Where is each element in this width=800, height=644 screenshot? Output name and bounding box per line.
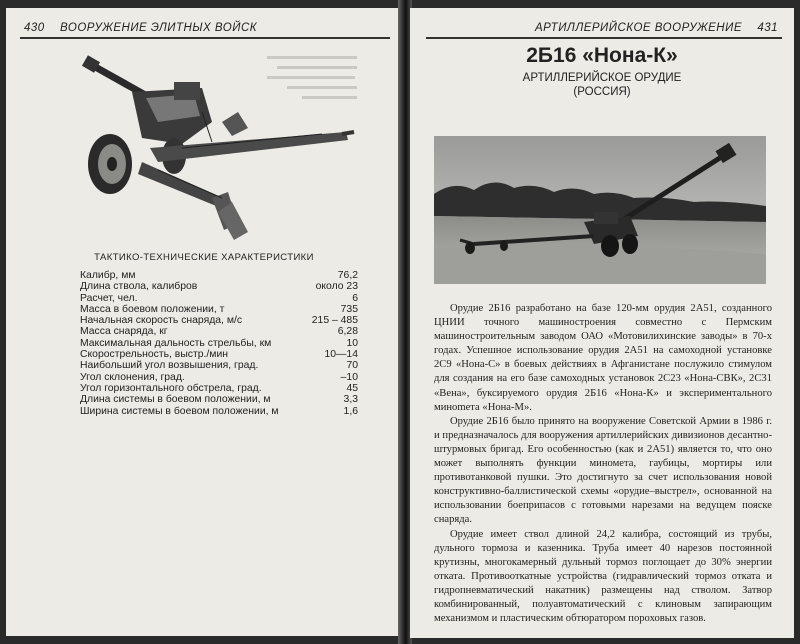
spec-label: Калибр, мм: [80, 270, 136, 281]
spec-value: 215 – 485: [311, 315, 358, 327]
spec-row: [80, 372, 358, 383]
spec-value: 76,2: [337, 270, 358, 281]
article-heading: 2Б16 «Нона-К»: [526, 44, 678, 67]
spec-label: Масса снаряда, кг: [80, 326, 168, 338]
header-rule-right: [426, 37, 782, 39]
page-number-right: 431: [757, 22, 778, 34]
running-title-left: ВООРУЖЕНИЕ ЭЛИТНЫХ ВОЙСК: [60, 22, 258, 34]
spec-row: [80, 281, 358, 292]
spec-value: 45: [346, 382, 358, 394]
spec-row: [80, 326, 358, 337]
spec-value: 3,3: [343, 394, 358, 406]
article-body: [434, 302, 772, 626]
article-country: (РОССИЯ): [573, 86, 631, 98]
spec-row: [80, 383, 358, 394]
spec-value: 6,28: [337, 326, 358, 338]
spec-row: [80, 394, 358, 405]
left-page: [6, 8, 402, 636]
spec-label: Наибольший угол возвышения, град.: [80, 360, 259, 372]
page-number-left: 430: [24, 22, 45, 34]
spec-value: 10—14: [324, 349, 358, 361]
spec-row: [80, 406, 358, 417]
spec-label: Угол склонения, град.: [80, 371, 185, 383]
spec-row: [80, 293, 358, 304]
spec-label: Угол горизонтального обстрела, град.: [80, 382, 262, 394]
spec-label: Расчет, чел.: [80, 292, 138, 304]
spec-row: [80, 270, 358, 281]
specs-title: ТАКТИКО-ТЕХНИЧЕСКИЕ ХАРАКТЕРИСТИКИ: [94, 252, 314, 263]
spec-row: [80, 304, 358, 315]
spec-row: [80, 360, 358, 371]
spec-label: Масса в боевом положении, т: [80, 303, 225, 315]
spec-row: [80, 315, 358, 326]
spec-value: –10: [340, 371, 358, 383]
spec-value: 1,6: [343, 405, 358, 417]
specs-table: [80, 270, 358, 417]
gun-photo: [434, 136, 766, 284]
spec-row: [80, 349, 358, 360]
spec-label: Ширина системы в боевом положении, м: [80, 405, 279, 417]
spec-label: Длина ствола, калибров: [80, 281, 198, 293]
spec-value: 70: [346, 360, 358, 372]
running-title-right: АРТИЛЛЕРИЙСКОЕ ВООРУЖЕНИЕ: [534, 22, 742, 34]
article-subheading: АРТИЛЛЕРИЙСКОЕ ОРУДИЕ: [522, 72, 682, 84]
body-paragraph: Орудие имеет ствол длиной 24,2 калибра, состоящий из трубы, дульного тормоза и казенника. Труба имеет 40 нарезов постоянной крутизны, многокамерный дульный тормоз поглощает до 30% энергии отката. Противооткатные устройства (гидравлический тормоз отката и гидропневматический накатник) размещены над стволом. Затвор комбинированный, полуавтоматический с клиновым запирающим механизмом и пластическим обтюратором пороховых газов.: [434, 528, 772, 625]
spec-label: Скорострельность, выстр./мин: [80, 349, 228, 361]
spec-row: [80, 338, 358, 349]
right-page: [410, 8, 794, 638]
spec-label: Максимальная дальность стрельбы, км: [80, 337, 272, 349]
gun-drawing-illustration: [62, 52, 362, 242]
spec-value: 735: [340, 303, 358, 315]
header-rule-left: [20, 37, 390, 39]
spec-label: Длина системы в боевом положении, м: [80, 394, 271, 406]
spec-value: 10: [346, 337, 358, 349]
body-paragraph: Орудие 2Б16 разработано на базе 120-мм орудия 2А51, созданного ЦНИИ точного машиностроения совместно с Пермским машиностроительным заводом ОАО «Мотовилихинские заводы» в 70-х годах. Успешное использование орудия 2А51 на самоходной установке 2С9 «Нона-С» в боевых действиях в Афганистане послужило стимулом для создания на его базе самоходных установок 2С23 «Нона-СВК», 2С31 «Вена», буксируемого орудия 2Б16 «Нона-К» и экспериментального минomета «Нона-М».: [434, 303, 772, 413]
spec-value: 6: [352, 292, 358, 304]
spec-label: Начальная скорость снаряда, м/с: [80, 315, 243, 327]
body-paragraph: Орудие 2Б16 было принято на вооружение Советской Армии в 1986 г. и предназначалось для вооружения артиллерийских дивизионов десантно-штурмовых бригад. Его особенностью (как и 2А51) является то, что оно может выполнять функции миномета, гаубицы, мортиры или противотанковой пушки. Это достигнуто за счет использования новой конструктивно-баллистической схемы «орудие–выстрел», основанной на использовании боеприпасов с готовыми нарезами на ведущем пояске снаряда.: [434, 415, 772, 526]
spec-value: около 23: [315, 281, 358, 293]
